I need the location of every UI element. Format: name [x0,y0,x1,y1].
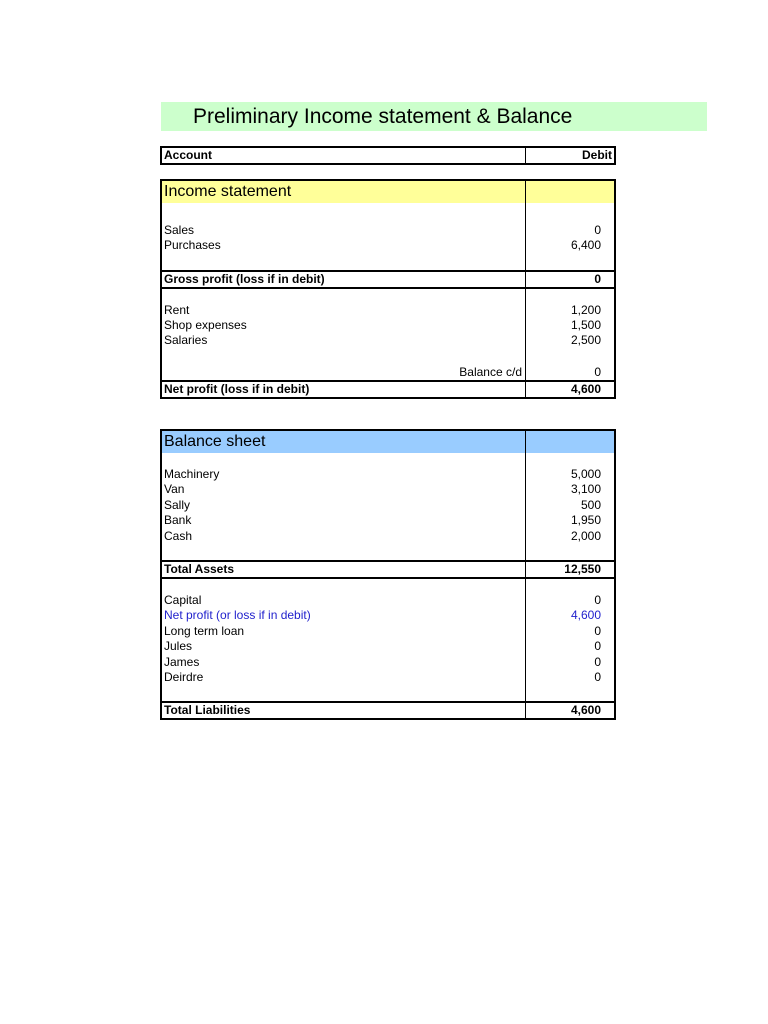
row-value: 0 [594,223,601,237]
row-value: 1,500 [570,318,601,332]
table-row [162,467,614,482]
header-row [162,148,614,163]
row-label: Long term loan [164,624,245,638]
balance-heading-value-cell [526,431,614,453]
row-value: 0 [594,670,601,684]
table-row [162,670,614,685]
row-value: 0 [594,365,601,379]
table-row [162,529,614,544]
balance-cd-row [162,365,614,380]
row-label: Net profit (or loss if in debit) [164,608,311,622]
column-header [160,146,616,165]
table-row [162,333,614,348]
net-profit-row [162,382,614,397]
row-label: Van [164,482,185,496]
table-row [162,482,614,497]
row-label: Cash [164,529,193,543]
row-label: Rent [164,303,190,317]
row-value: 1,950 [570,513,601,527]
row-label: Balance c/d [459,365,522,379]
row-label: Sales [164,223,195,237]
row-label: Salaries [164,333,208,347]
row-label: Total Assets [164,562,235,576]
income-heading-cell [162,181,525,203]
row-value: 12,550 [564,562,601,576]
table-row [162,223,614,238]
divider [162,287,614,289]
table-row [162,498,614,513]
row-label: Jules [164,639,193,653]
balance-sheet-heading: Balance sheet [164,433,266,450]
row-value: 1,200 [570,303,601,317]
row-label: Capital [164,593,202,607]
row-value: 4,600 [570,382,601,396]
table-row [162,303,614,318]
row-label: Deirdre [164,670,204,684]
account-header: Account [164,148,212,162]
row-value: 2,000 [570,529,601,543]
row-value: 0 [594,639,601,653]
row-value: 0 [594,272,601,286]
row-value: 4,600 [570,703,601,717]
table-row [162,318,614,333]
row-label: Net profit (loss if in debit) [164,382,310,396]
row-value: 0 [594,593,601,607]
balance-sheet-header [162,431,614,453]
table-row [162,513,614,528]
income-statement-header [162,181,614,203]
row-value: 500 [580,498,601,512]
table-row [162,639,614,654]
row-value: 5,000 [570,467,601,481]
row-label: Shop expenses [164,318,247,332]
table-row [162,238,614,253]
page-title: Preliminary Income statement & Balance [193,105,573,128]
title-band [161,102,707,131]
row-value: 4,600 [570,608,601,622]
row-label: Bank [164,513,192,527]
row-value: 0 [594,624,601,638]
net-profit-link-row [162,608,614,623]
balance-heading-cell [162,431,525,453]
total-assets-row [162,562,614,577]
income-heading-value-cell [526,181,614,203]
debit-header: Debit [582,148,612,162]
gross-profit-row [162,272,614,287]
balance-sheet-table [160,429,616,720]
row-label: Gross profit (loss if in debit) [164,272,325,286]
income-statement-heading: Income statement [164,183,292,200]
row-value: 2,500 [570,333,601,347]
row-label: Total Liabilities [164,703,251,717]
income-statement-table [160,179,616,399]
row-label: Machinery [164,467,220,481]
total-liabilities-row [162,703,614,718]
row-label: Purchases [164,238,221,252]
row-value: 0 [594,655,601,669]
row-label: James [164,655,200,669]
table-row [162,593,614,608]
row-label: Sally [164,498,191,512]
table-row [162,624,614,639]
row-value: 3,100 [570,482,601,496]
row-value: 6,400 [570,238,601,252]
divider [162,577,614,579]
table-row [162,655,614,670]
